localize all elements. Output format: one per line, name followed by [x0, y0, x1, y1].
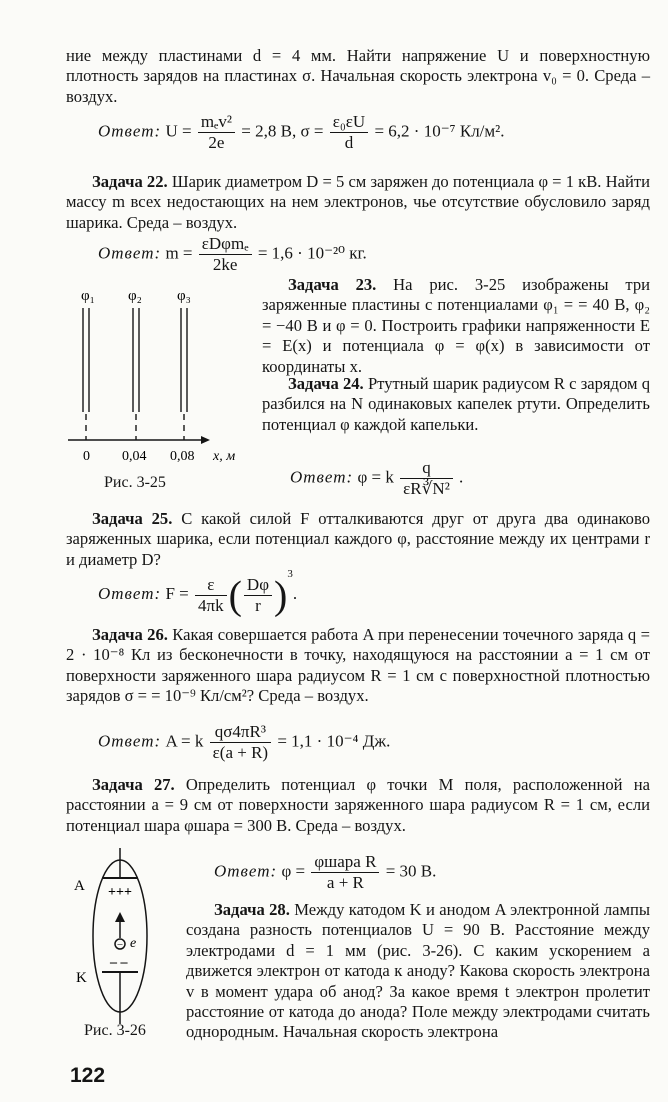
answer-intro — [98, 112, 505, 153]
anode-charges: +++ — [108, 885, 132, 900]
task25-fraction — [195, 575, 227, 616]
electron-arrow-head — [115, 912, 125, 922]
task28-paragraph — [186, 900, 650, 1043]
label-cathode: K — [76, 970, 87, 986]
figure-3-26-caption: Рис. 3-26 — [84, 1022, 146, 1039]
sigma-denominator: d — [344, 133, 354, 152]
answer-label: Ответ: — [290, 467, 354, 487]
task25-text: С какой силой F отталкиваются друг от друга два одинаково заряженных шарика, если потенциал каждого φ, расстояние между их центрами r и диаметр D? — [66, 509, 650, 569]
task27-value: = 30 В. — [385, 861, 437, 881]
task25-paragraph — [66, 509, 650, 570]
task28-text: Между катодом K и анодом A электронной лампы создана разность потенциалов U = 90 В. Расстояние между электродами d = 1 мм (рис. 3-26). С каким ускорением a движется электрон от катода к аноду? Какова скорость электрона v в момент удара об анод? За какое время t электрон пролетит расстояние от катода до анода? Поле между электродами считать однородным. Начальная скорость электрона — [186, 900, 650, 1042]
task28-title: Задача 28. — [214, 900, 290, 919]
task23-paragraph — [262, 275, 650, 377]
task25-lhs: F = — [165, 584, 189, 603]
answer-label: Ответ: — [98, 584, 162, 603]
answer-label: Ответ: — [214, 861, 278, 881]
sigma-numerator: ε₀εU — [330, 112, 368, 133]
x-axis-arrow — [201, 436, 210, 444]
task22-text: Шарик диаметром D = 5 см заряжен до потенциала φ = 1 кВ. Найти массу m всех недостающих на нем электронов, чье отсутствие обусловило заряд шарика. Среда – воздух. — [66, 172, 650, 232]
cathode-charges: – – — [110, 955, 128, 970]
task26-answer — [98, 722, 390, 763]
u-denominator: 2e — [208, 133, 225, 152]
task22-denominator: 2ke — [212, 255, 238, 274]
task26-paragraph — [66, 625, 650, 707]
task22-lhs: m = — [165, 243, 193, 263]
task27-paragraph — [66, 775, 650, 836]
answer-label: Ответ: — [98, 121, 162, 141]
task23-title: Задача 23. — [288, 275, 377, 294]
task24-title: Задача 24. — [288, 374, 364, 393]
answer-label: Ответ: — [98, 243, 162, 263]
electron-minus: – — [117, 939, 123, 950]
task26-value: = 1,1 · 10⁻⁴ Дж. — [277, 731, 391, 751]
right-paren: ) — [274, 572, 288, 618]
electron-label: e — [130, 936, 137, 951]
sigma-value: = 6,2 · 10⁻⁷ Кл/м². — [374, 121, 505, 141]
task25-denominator: 4πk — [198, 595, 224, 615]
task25-inner-fraction — [244, 575, 272, 616]
task25-end: . — [292, 584, 298, 603]
task27-title: Задача 27. — [92, 775, 175, 794]
task25-numerator: ε — [195, 575, 227, 596]
task22-value: = 1,6 · 10⁻²⁰ кг. — [257, 243, 367, 263]
u-value: = 2,8 В, — [241, 121, 297, 141]
task24-text: Ртутный шарик радиусом R с зарядом q разбился на N одинаковых капелек ртути. Определить потенциал φ каждой капельки. — [262, 374, 650, 434]
task27-fraction — [311, 852, 379, 893]
task25-inner-numerator: Dφ — [244, 575, 272, 596]
answer-label: Ответ: — [98, 731, 162, 751]
figure-3-25 — [60, 282, 260, 472]
task24-paragraph — [262, 374, 650, 435]
task22-paragraph — [66, 172, 650, 233]
task22-title: Задача 22. — [92, 172, 168, 191]
task24-answer — [290, 458, 463, 499]
label-phi2: φ₂ — [128, 288, 142, 304]
task24-end: . — [459, 467, 464, 487]
label-phi3: φ₃ — [177, 288, 191, 304]
tick-008: 0,08 — [170, 449, 195, 464]
task25-title: Задача 25. — [92, 509, 173, 528]
label-anode: A — [74, 878, 85, 894]
task25-inner-denominator: r — [255, 595, 261, 615]
tick-004: 0,04 — [122, 449, 147, 464]
task27-denominator: a + R — [326, 873, 364, 892]
sigma-lhs: σ = — [300, 121, 324, 141]
task25-power: 3 — [287, 568, 293, 580]
u-lhs: U = — [165, 121, 192, 141]
axis-label: x, м — [213, 449, 236, 464]
page-number: 122 — [70, 1064, 106, 1087]
task22-numerator: εDφmₑ — [199, 234, 252, 255]
sigma-fraction — [330, 112, 368, 153]
task25-answer — [98, 568, 297, 619]
task26-denominator: ε(a + R) — [212, 743, 269, 762]
left-paren: ( — [228, 572, 242, 618]
tick-0: 0 — [83, 449, 90, 464]
task22-fraction — [199, 234, 252, 275]
intro-paragraph: ние между пластинами d = 4 мм. Найти напряжение U и поверхностную плотность зарядов на пластинах σ. Начальная скорость электрона v₀ = 0. Среда – воздух. — [66, 46, 650, 106]
task22-answer — [98, 234, 367, 275]
task23-text: На рис. 3-25 изображены три заряженные пластины с потенциалами φ₁ = = 40 В, φ₂ = −40 В и φ = 0. Построить графики напряженности E = E(x) и потенциала φ = φ(x) в зависимости от координаты x. — [262, 275, 650, 376]
task27-answer — [214, 852, 436, 893]
task26-lhs: A = k — [165, 731, 204, 751]
task27-text: Определить потенциал φ точки M поля, расположенной на расстоянии a = 9 см от поверхности заряженного шара радиусом R = 1 см, если потенциал шара φшара = 300 В. Среда – воздух. — [66, 775, 650, 835]
task27-lhs: φ = — [281, 861, 306, 881]
task26-numerator: qσ4πR³ — [210, 722, 271, 743]
task26-text: Какая совершается работа A при перенесении точечного заряда q = 2 · 10⁻⁸ Кл из бесконечности в точку, находящуюся на расстоянии a = 1 см от поверхности заряженного шара радиусом R = 1 см с поверхностной плотностью зарядов σ = = 10⁻⁹ Кл/см²? Среда – воздух. — [66, 625, 650, 706]
task24-numerator: q — [400, 458, 453, 479]
task26-fraction — [210, 722, 271, 763]
task24-lhs: φ = k — [357, 467, 394, 487]
task24-denominator: εR∛N² — [403, 479, 450, 498]
task27-numerator: φшара R — [311, 852, 379, 873]
task24-fraction — [400, 458, 453, 499]
u-numerator: mₑv² — [198, 112, 235, 133]
figure-3-25-caption: Рис. 3-25 — [104, 474, 166, 491]
figure-3-26 — [64, 848, 174, 1024]
u-fraction — [198, 112, 235, 153]
label-phi1: φ₁ — [81, 288, 95, 304]
task26-title: Задача 26. — [92, 625, 168, 644]
